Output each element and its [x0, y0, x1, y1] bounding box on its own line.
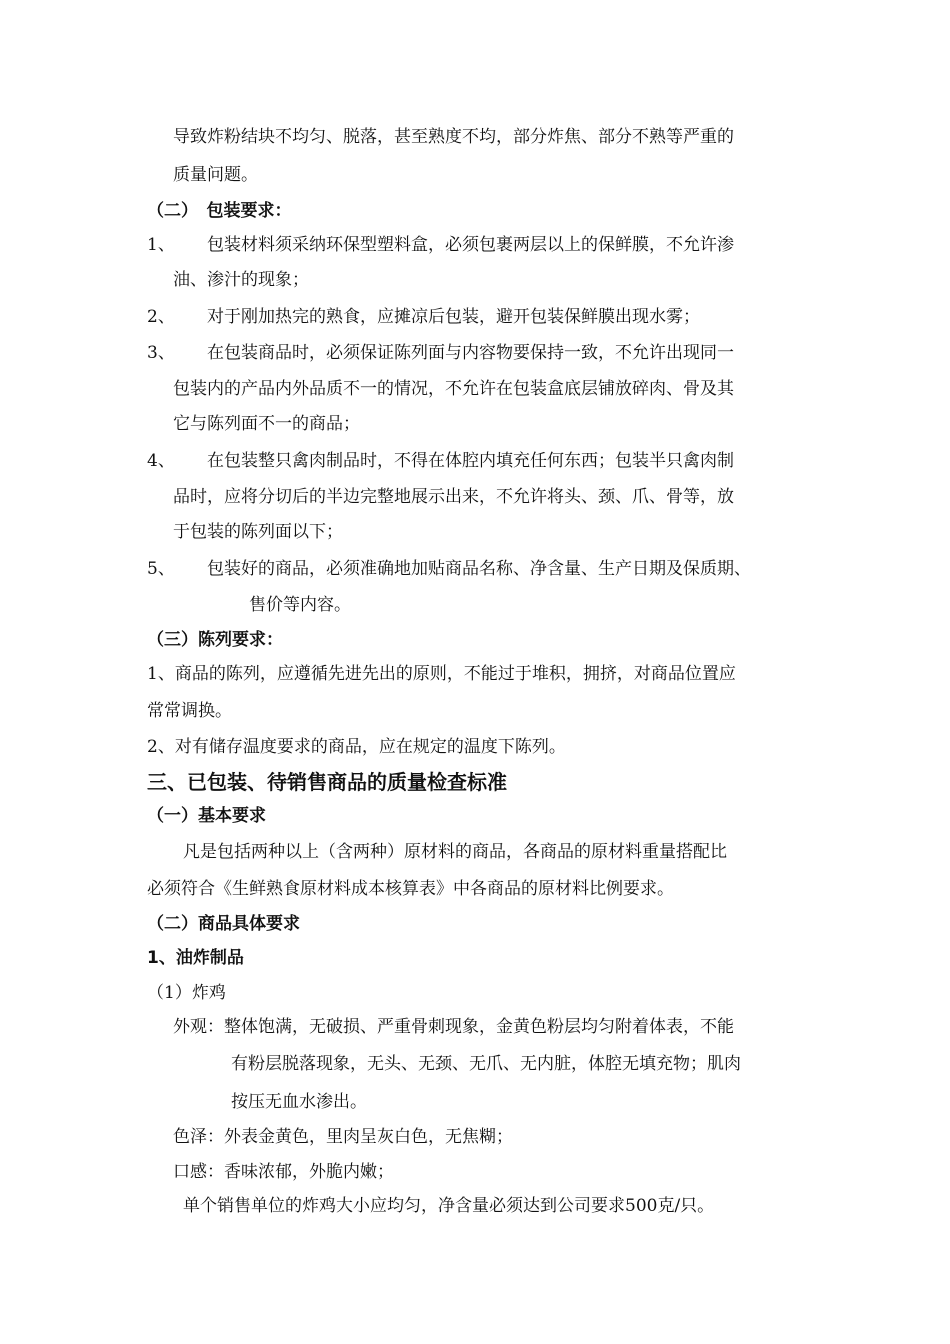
paragraph-line: 口感：香味浓郁，外脆内嫩；	[173, 1162, 394, 1182]
paragraph-line: 有粉层脱落现象，无头、无颈、无爪、无内脏，体腔无填充物；肌肉	[231, 1054, 741, 1074]
list-item-line: 品时，应将分切后的半边完整地展示出来，不允许将头、颈、爪、骨等，放	[173, 487, 734, 507]
paragraph-line: 常常调换。	[147, 701, 232, 721]
list-item-line: 包装材料须采纳环保型塑料盒，必须包裹两层以上的保鲜膜，不允许渗	[207, 235, 734, 255]
list-item-line: 包装好的商品，必须准确地加贴商品名称、净含量、生产日期及保质期、	[207, 559, 751, 579]
list-item-line: 对于刚加热完的熟食，应摊凉后包装，避开包装保鲜膜出现水雾；	[207, 307, 700, 327]
paragraph-line: 导致炸粉结块不均匀、脱落，甚至熟度不均，部分炸焦、部分不熟等严重的	[173, 127, 734, 147]
chapter-heading: 三、已包装、待销售商品的质量检查标准	[147, 770, 507, 794]
paragraph-line: 必须符合《生鲜熟食原材料成本核算表》中各商品的原材料比例要求。	[147, 879, 674, 899]
list-item-line: 于包装的陈列面以下；	[173, 522, 343, 542]
list-item-line: 油、渗汁的现象；	[173, 270, 309, 290]
paragraph-line: 1、商品的陈列，应遵循先进先出的原则，不能过于堆积，拥挤，对商品位置应	[147, 664, 736, 684]
paragraph-line: 2、对有储存温度要求的商品，应在规定的温度下陈列。	[147, 737, 566, 757]
list-number: 3、	[147, 343, 175, 363]
section-heading-basic: （一）基本要求	[147, 806, 266, 826]
list-item-line: 售价等内容。	[249, 595, 351, 615]
paragraph-line: 按压无血水渗出。	[231, 1092, 367, 1112]
list-item-line: 在包装整只禽肉制品时，不得在体腔内填充任何东西；包装半只禽肉制	[207, 451, 734, 471]
list-number: 2、	[147, 307, 175, 327]
section-heading-specific: （二）商品具体要求	[147, 914, 300, 934]
section-heading-packaging: （二） 包装要求：	[147, 201, 292, 221]
list-item-line: 在包装商品时，必须保证陈列面与内容物要保持一致，不允许出现同一	[207, 343, 734, 363]
paragraph-line: 色泽：外表金黄色，里肉呈灰白色，无焦糊；	[173, 1127, 513, 1147]
paragraph-line: 外观：整体饱满，无破损、严重骨刺现象，金黄色粉层均匀附着体表，不能	[173, 1017, 734, 1037]
paragraph-line: 质量问题。	[173, 165, 258, 185]
paragraph-line: 凡是包括两种以上（含两种）原材料的商品，各商品的原材料重量搭配比	[183, 842, 727, 862]
section-heading-display: （三）陈列要求：	[147, 630, 283, 650]
list-number: 1、	[147, 235, 175, 255]
list-item-line: 它与陈列面不一的商品；	[173, 414, 360, 434]
list-item-line: 包装内的产品内外品质不一的情况，不允许在包装盒底层铺放碎肉、骨及其	[173, 379, 734, 399]
paragraph-line: 单个销售单位的炸鸡大小应均匀，净含量必须达到公司要求500克/只。	[183, 1196, 715, 1216]
list-number: 4、	[147, 451, 175, 471]
subsection-heading-fried: 1、油炸制品	[147, 948, 244, 968]
item-heading-chicken: （1）炸鸡	[147, 983, 226, 1003]
list-number: 5、	[147, 559, 175, 579]
